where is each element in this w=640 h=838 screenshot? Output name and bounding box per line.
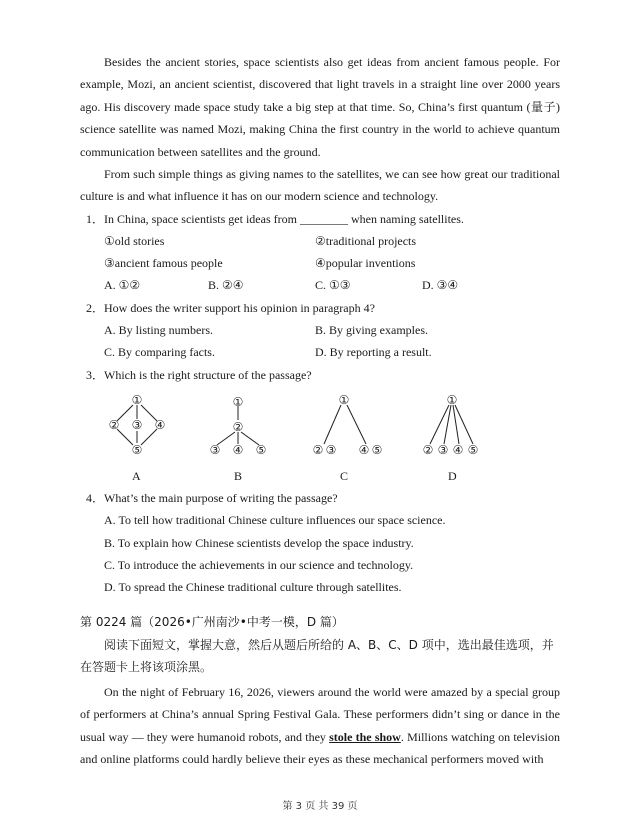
q1-item-3: ③ancient famous people bbox=[104, 256, 223, 270]
a-node-3: ③ bbox=[131, 418, 143, 432]
a-node-1: ① bbox=[131, 393, 143, 407]
b-node-5: ⑤ bbox=[255, 443, 267, 457]
question-3-stem: 3．Which is the right structure of the passage? bbox=[86, 368, 312, 382]
passage-2-paragraph-1 bbox=[80, 681, 560, 771]
q4-option-a: A. To tell how traditional Chinese culture influences our space science. bbox=[104, 513, 446, 527]
q1-option-b: B. ②④ bbox=[208, 278, 244, 292]
section-instruction: 阅读下面短文，掌握大意，然后从题后所给的 A、B、C、D 项中，选出最佳选项，并在答题卡上将该项涂黑。 bbox=[80, 638, 554, 674]
section-title: 第 0224 篇（2026•广州南沙•中考一模，D 篇） bbox=[80, 615, 344, 629]
c-node-3: ③ bbox=[325, 443, 337, 457]
diagram-d-lines bbox=[430, 405, 473, 444]
b-node-4: ④ bbox=[232, 443, 244, 457]
diagram-label-b: B bbox=[234, 469, 243, 483]
a-node-2: ② bbox=[108, 418, 120, 432]
passage-paragraph-4: From such simple things as giving names to the satellites, we can see how great our traditional culture is and what influence it has on our modern science and technology. bbox=[80, 167, 560, 204]
q1-item-1: ①old stories bbox=[104, 234, 165, 248]
c-node-1: ① bbox=[338, 393, 350, 407]
diagram-label-c: C bbox=[340, 469, 349, 483]
b-node-3: ③ bbox=[209, 443, 221, 457]
q2-option-c: C. By comparing facts. bbox=[104, 345, 215, 359]
q1-option-c: C. ①③ bbox=[315, 278, 351, 292]
structure-diagrams bbox=[100, 388, 500, 460]
a-node-5: ⑤ bbox=[131, 443, 143, 457]
d-node-4: ④ bbox=[452, 443, 464, 457]
d-node-3: ③ bbox=[437, 443, 449, 457]
page-footer: 第 3 页 共 39 页 bbox=[282, 801, 358, 812]
question-1-stem: 1．In China, space scientists get ideas from ________ when naming satellites. bbox=[86, 212, 464, 226]
d-node-5: ⑤ bbox=[467, 443, 479, 457]
q1-item-2: ②traditional projects bbox=[315, 234, 417, 248]
question-2-stem: 2．How does the writer support his opinion in paragraph 4? bbox=[86, 301, 375, 315]
paragraph-text-after: . Millions watching on television and online platforms could hardly believe their eyes as these mechanical performers moved with bbox=[80, 729, 560, 767]
diagram-label-d: D bbox=[448, 469, 457, 483]
q4-option-d: D. To spread the Chinese traditional culture through satellites. bbox=[104, 580, 402, 594]
d-node-2: ② bbox=[422, 443, 434, 457]
q4-option-c: C. To introduce the achievements in our science and technology. bbox=[104, 558, 414, 572]
highlighted-phrase: stole the show bbox=[329, 729, 401, 744]
q1-option-a: A. ①② bbox=[104, 278, 141, 292]
q2-option-a: A. By listing numbers. bbox=[104, 323, 214, 337]
b-node-1: ① bbox=[232, 395, 244, 409]
a-node-4: ④ bbox=[154, 418, 166, 432]
c-node-5: ⑤ bbox=[371, 443, 383, 457]
question-4-stem: 4．What’s the main purpose of writing the passage? bbox=[86, 491, 338, 505]
q2-option-d: D. By reporting a result. bbox=[315, 345, 432, 359]
paragraph-text-before: On the night of February 16, 2026, viewers around the world were amazed by a special group of performers at China’s annual Spring Festival Gala. These performers didn’t sing or dance in the usual way — they were humanoid robots, and they bbox=[80, 685, 560, 744]
c-node-2: ② bbox=[312, 443, 324, 457]
q2-option-b: B. By giving examples. bbox=[315, 323, 428, 337]
q1-item-4: ④popular inventions bbox=[315, 256, 416, 270]
diagram-label-a: A bbox=[132, 469, 141, 483]
d-node-1: ① bbox=[446, 393, 458, 407]
q1-option-d: D. ③④ bbox=[422, 278, 459, 292]
q4-option-b: B. To explain how Chinese scientists develop the space industry. bbox=[104, 536, 414, 550]
passage-paragraph-3: Besides the ancient stories, space scientists also get ideas from ancient famous people. For example, Mozi, an ancient scientist, discovered that light travels in a straight line over 2000 years ago. His discovery made space study take a big step at that time. So, China’s first quantum (量子) science satellite was named Mozi, making China the first country in the world to achieve quantum communication between satellites and the ground. bbox=[80, 55, 560, 159]
diagram-c-lines bbox=[324, 405, 366, 444]
b-node-2: ② bbox=[232, 420, 244, 434]
c-node-4: ④ bbox=[358, 443, 370, 457]
